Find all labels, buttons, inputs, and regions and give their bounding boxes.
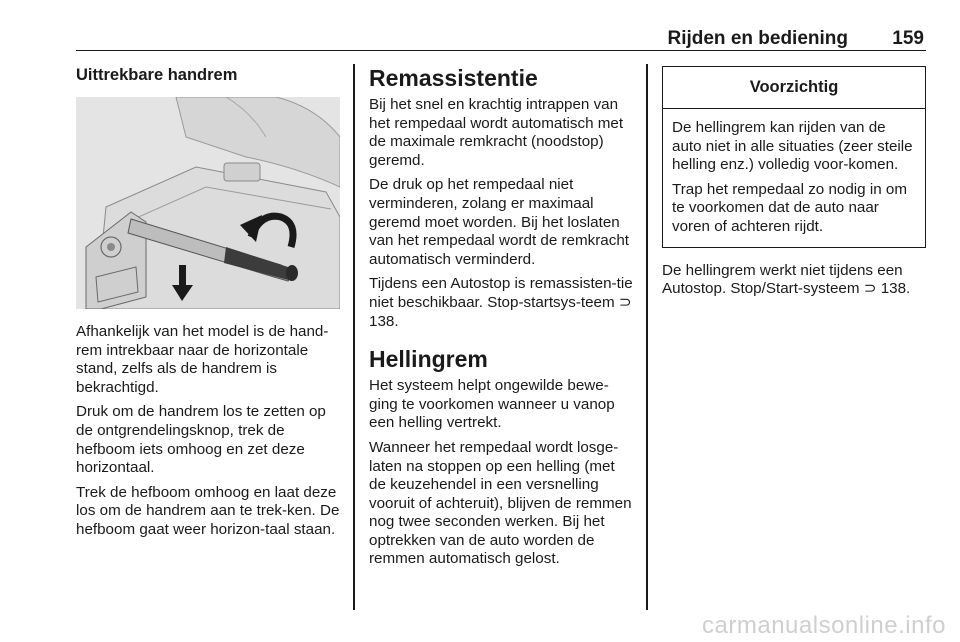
handbrake-illustration <box>76 97 340 309</box>
watermark: carmanualsonline.info <box>702 612 946 639</box>
page-header <box>76 24 926 51</box>
caution-paragraph: De hellingrem kan rijden van de auto niet in alle situaties (zeer steile helling enz.) volledig voor-komen. <box>672 119 913 174</box>
paragraph: Wanneer het rempedaal wordt losge-laten na stoppen op een helling (met de keuzehendel in een versnelling vooruit of achteruit), blijven de remmen nog twee seconden werken. Bij het optrekken van de auto worden de remmen automatisch gelost. <box>369 438 632 568</box>
heading-hill-start: Hellingrem <box>369 346 488 373</box>
caution-body <box>663 109 925 247</box>
caution-title: Voorzichtig <box>663 67 925 109</box>
paragraph: Tijdens een Autostop is remassisten-tie niet beschikbaar. Stop-startsys-teem ⊃ 138. <box>369 275 633 330</box>
column-divider <box>353 64 355 610</box>
column-right <box>662 64 926 305</box>
caution-box <box>662 66 926 248</box>
heading-brake-assist: Remassistentie <box>369 65 538 91</box>
paragraph: De hellingrem werkt niet tijdens een Autostop. Stop/Start-systeem ⊃ 138. <box>662 261 911 298</box>
caution-paragraph: Trap het rempedaal zo nodig in om te voorkomen dat de auto naar voren of achteren rijdt. <box>672 180 907 235</box>
subsection-title: Uittrekbare handrem <box>76 66 238 84</box>
handbrake-drawing <box>76 97 340 309</box>
section-title: Rijden en bediening <box>667 28 848 49</box>
column-left <box>76 64 340 546</box>
page-number: 159 <box>892 28 924 49</box>
paragraph: Trek de hefboom omhoog en laat deze los om de handrem aan te trek-ken. De hefboom gaat weer horizon-taal staan. <box>76 483 340 538</box>
paragraph: De druk op het rempedaal niet verminderen, zolang er maximaal geremd moet worden. Bij het loslaten van het rempedaal wordt de remkracht automatisch verminderd. <box>369 176 630 268</box>
paragraph: Het systeem helpt ongewilde bewe-ging te voorkomen wanneer u vanop een helling vertrekt. <box>369 377 615 432</box>
paragraph: Afhankelijk van het model is de hand-rem intrekbaar naar de horizontale stand, zelfs als de handrem is bekrachtigd. <box>76 323 329 396</box>
paragraph: Bij het snel en krachtig intrappen van het rempedaal wordt automatisch met de maximale remkracht (noodstop) geremd. <box>369 96 624 169</box>
column-divider <box>646 64 648 610</box>
column-middle <box>369 64 633 575</box>
paragraph: Druk om de handrem los te zetten op de ontgrendelingsknop, trek de hefboom iets omhoog en zet deze horizontaal. <box>76 403 326 477</box>
